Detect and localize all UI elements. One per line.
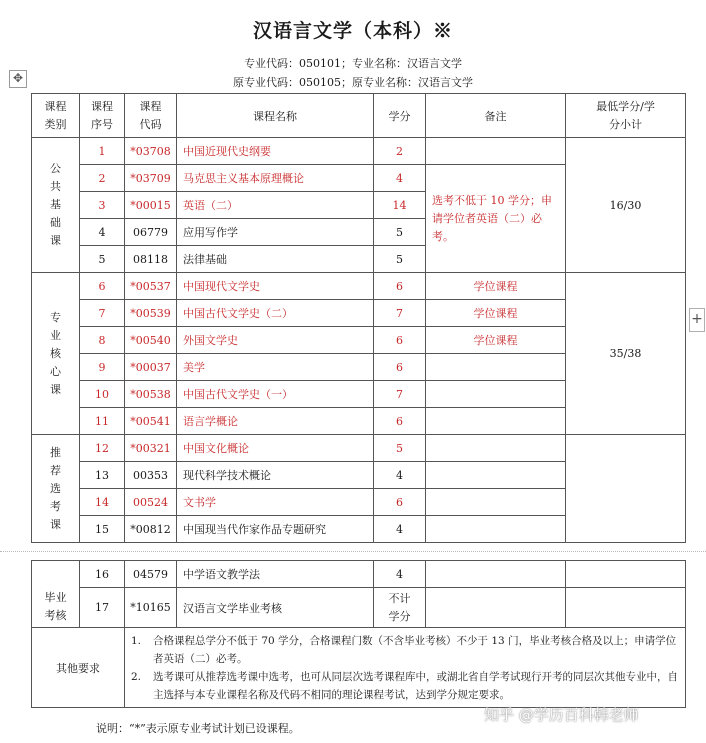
- table-header-row: [32, 94, 686, 138]
- min-credit-cell: 16/30: [566, 138, 686, 273]
- header-remark: 备注: [426, 94, 566, 138]
- category-cell: 毕业考核: [32, 588, 80, 628]
- table-row: 5 08118 法律基础 5: [32, 246, 686, 273]
- page-title: 汉语言文学（本科）※: [252, 20, 453, 42]
- header-credit: 学分: [374, 94, 426, 138]
- table-row: 7 *00539 中国古代文学史（二） 7 学位课程: [32, 300, 686, 327]
- category-cell: 推荐选考课: [32, 435, 80, 543]
- table-row: 毕业考核 17 *10165 汉语言文学毕业考核 不计学分: [32, 588, 686, 628]
- footnote: 说明：“*”表示原专业考试计划已设课程。: [96, 722, 300, 735]
- table-row: 8 *00540 外国文学史 6 学位课程: [32, 327, 686, 354]
- table-row: 3 *00015 英语（二） 14: [32, 192, 686, 219]
- table-row: 13 00353 现代科学技术概论 4: [32, 462, 686, 489]
- add-column-button[interactable]: +: [689, 308, 705, 332]
- curriculum-table-continued: [31, 560, 686, 708]
- header-name: 课程名称: [177, 94, 374, 138]
- category-cell: 专业核心课: [32, 273, 80, 435]
- table-row: 专业核心课 6 *00537 中国现代文学史 6 学位课程 35/38: [32, 273, 686, 300]
- major-code-line: 专业代码：050101；专业名称：汉语言文学: [244, 57, 462, 70]
- table-row: 14 00524 文书学 6: [32, 489, 686, 516]
- table-row: 4 06779 应用写作学 5: [32, 219, 686, 246]
- merged-remark-cell: 选考不低于 10 学分；申请学位者英语（二）必考。: [426, 165, 566, 273]
- header-code: 课程代码: [125, 94, 177, 138]
- header-category: 课程类别: [32, 94, 80, 138]
- page-break-divider: [0, 551, 706, 552]
- table-row: 16 04579 中学语文教学法 4: [32, 561, 686, 588]
- table-row: 11 *00541 语言学概论 6: [32, 408, 686, 435]
- other-requirements-label: 其他要求: [32, 628, 125, 708]
- curriculum-table: [31, 93, 686, 543]
- header-seq: 课程序号: [80, 94, 125, 138]
- original-major-code-line: 原专业代码：050105；原专业名称：汉语言文学: [233, 76, 473, 89]
- table-row: 9 *00037 美学 6: [32, 354, 686, 381]
- table-row: 10 *00538 中国古代文学史（一） 7: [32, 381, 686, 408]
- watermark: 知乎 @学历百科韩老师: [484, 706, 639, 724]
- table-move-handle-icon[interactable]: ✥: [9, 70, 27, 88]
- header-min-credit: 最低学分/学分小计: [566, 94, 686, 138]
- other-requirements-row: [32, 628, 686, 708]
- table-row: 2 *03709 马克思主义基本原理概论 4 选考不低于 10 学分；申请学位者英语（二）必考。: [32, 165, 686, 192]
- table-row: 公共基础课 1 *03708 中国近现代史纲要 2 16/30: [32, 138, 686, 165]
- category-cell: 公共基础课: [32, 138, 80, 273]
- min-credit-cell: 35/38: [566, 273, 686, 435]
- table-row: 15 *00812 中国现当代作家作品专题研究 4: [32, 516, 686, 543]
- table-row: 推荐选考课 12 *00321 中国文化概论 5: [32, 435, 686, 462]
- other-requirements-text: 1. 合格课程总学分不低于 70 学分，合格课程门数（不含毕业考核）不少于 13 门，毕业考核合格及以上；申请学位者英语（二）必考。 2. 选考课可从推荐选考课中选考，也可从同层次选考课程库中，或湖北省自学考试现行开考的同层次其他专业中，自主选择与本专业课程名称及代码不相同的理论课程考试，达到学分规定要求。: [125, 628, 686, 708]
